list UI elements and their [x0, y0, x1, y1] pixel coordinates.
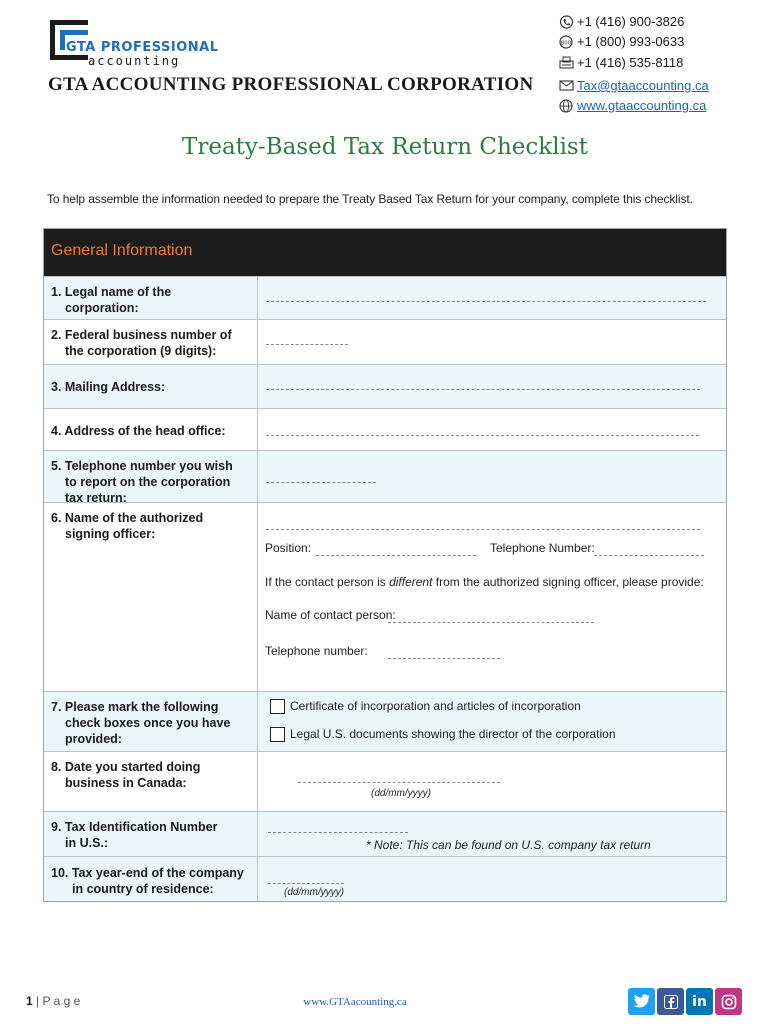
head-office-field[interactable]	[266, 435, 699, 436]
documents-label: 7. Please mark the following check boxes once you have provided:	[51, 700, 231, 746]
contact-name-label: Name of contact person:	[265, 608, 396, 622]
facebook-icon[interactable]	[657, 988, 684, 1015]
legal-name-label: 1. Legal name of the corporation:	[51, 285, 172, 315]
linkedin-icon[interactable]: in	[686, 988, 713, 1015]
tax-year-end-hint: (dd/mm/yyyy)	[284, 887, 344, 898]
officer-telephone-label: Telephone Number:	[490, 541, 595, 555]
twitter-icon[interactable]	[628, 988, 655, 1015]
row-head-office	[44, 408, 726, 450]
position-field[interactable]	[316, 555, 476, 556]
us-tin-field[interactable]	[268, 832, 408, 833]
us-documents-checkbox[interactable]	[270, 727, 285, 742]
business-number-label: 2. Federal business number of the corporation (9 digits):	[51, 328, 232, 358]
signing-officer-field[interactable]	[266, 529, 700, 530]
start-date-label: 8. Date you started doing business in Canada:	[51, 760, 201, 790]
footer-website-link[interactable]: www.GTAacounting.ca	[303, 996, 407, 1008]
row-business-number	[44, 319, 726, 364]
start-date-field[interactable]	[298, 782, 500, 783]
column-divider	[257, 276, 258, 901]
contact-name-field[interactable]	[388, 622, 594, 623]
general-information-table	[43, 228, 727, 902]
start-date-hint: (dd/mm/yyyy)	[371, 788, 431, 799]
fax-number: +1 (416) 535-8118	[558, 55, 683, 70]
globe-icon	[558, 99, 574, 113]
page-number: 1 | P a g e	[26, 994, 81, 1008]
phone-2: 800 +1 (800) 993-0633	[558, 34, 684, 49]
row-telephone	[44, 450, 726, 505]
website-link[interactable]: www.gtaaccounting.ca	[558, 98, 706, 113]
fax-icon	[558, 56, 574, 70]
logo-wordmark-top: GTA PROFESSIONAL	[66, 40, 219, 55]
head-office-label: 4. Address of the head office:	[51, 424, 226, 438]
officer-telephone-field[interactable]	[594, 555, 704, 556]
row-legal-name	[44, 276, 726, 319]
instagram-icon[interactable]	[715, 988, 742, 1015]
mail-icon	[558, 79, 574, 93]
mailing-address-label: 3. Mailing Address:	[51, 380, 166, 394]
us-tin-label: 9. Tax Identification Number in U.S.:	[51, 820, 218, 850]
row-tax-year-end	[44, 856, 726, 901]
telephone-label: 5. Telephone number you wish to report on the corporation tax return:	[51, 459, 233, 505]
telephone-field[interactable]	[266, 482, 376, 483]
legal-name-field[interactable]	[266, 301, 706, 302]
contact-note: If the contact person is different from the authorized signing officer, please provide:	[265, 575, 704, 589]
row-documents	[44, 691, 726, 751]
company-logo	[48, 18, 219, 68]
svg-text:800: 800	[560, 40, 572, 46]
certificate-checkbox[interactable]	[270, 699, 285, 714]
business-number-field[interactable]	[266, 344, 348, 345]
row-signing-officer	[44, 502, 726, 691]
row-mailing-address	[44, 364, 726, 408]
tax-year-end-field[interactable]	[268, 883, 344, 884]
us-documents-option-label: Legal U.S. documents showing the director of the corporation	[290, 727, 616, 741]
email-link[interactable]: Tax@gtaaccounting.ca	[558, 78, 709, 93]
contact-phone-field[interactable]	[388, 658, 500, 659]
phone-icon	[558, 15, 574, 29]
page-title: Treaty-Based Tax Return Checklist	[182, 134, 588, 160]
company-name: GTA ACCOUNTING PROFESSIONAL CORPORATION	[48, 74, 534, 95]
certificate-option-label: Certificate of incorporation and articles of incorporation	[290, 699, 581, 713]
contact-phone-label: Telephone number:	[265, 644, 368, 658]
toll-free-icon	[558, 35, 574, 49]
section-header	[44, 229, 726, 276]
us-tin-note: * Note: This can be found on U.S. company tax return	[366, 838, 651, 852]
position-label: Position:	[265, 541, 312, 555]
row-start-date	[44, 751, 726, 811]
phone-1: +1 (416) 900-3826	[558, 14, 684, 29]
row-us-tin	[44, 811, 726, 856]
mailing-address-field[interactable]	[266, 389, 700, 390]
signing-officer-label: 6. Name of the authorized signing officer:	[51, 511, 204, 541]
logo-wordmark-bottom: accounting	[88, 54, 181, 68]
intro-text: To help assemble the information needed to prepare the Treaty Based Tax Return for your company, complete this checklist.	[47, 192, 693, 206]
section-heading: General Information	[51, 242, 193, 259]
tax-year-end-label: 10. Tax year-end of the company in country of residence:	[51, 866, 244, 896]
